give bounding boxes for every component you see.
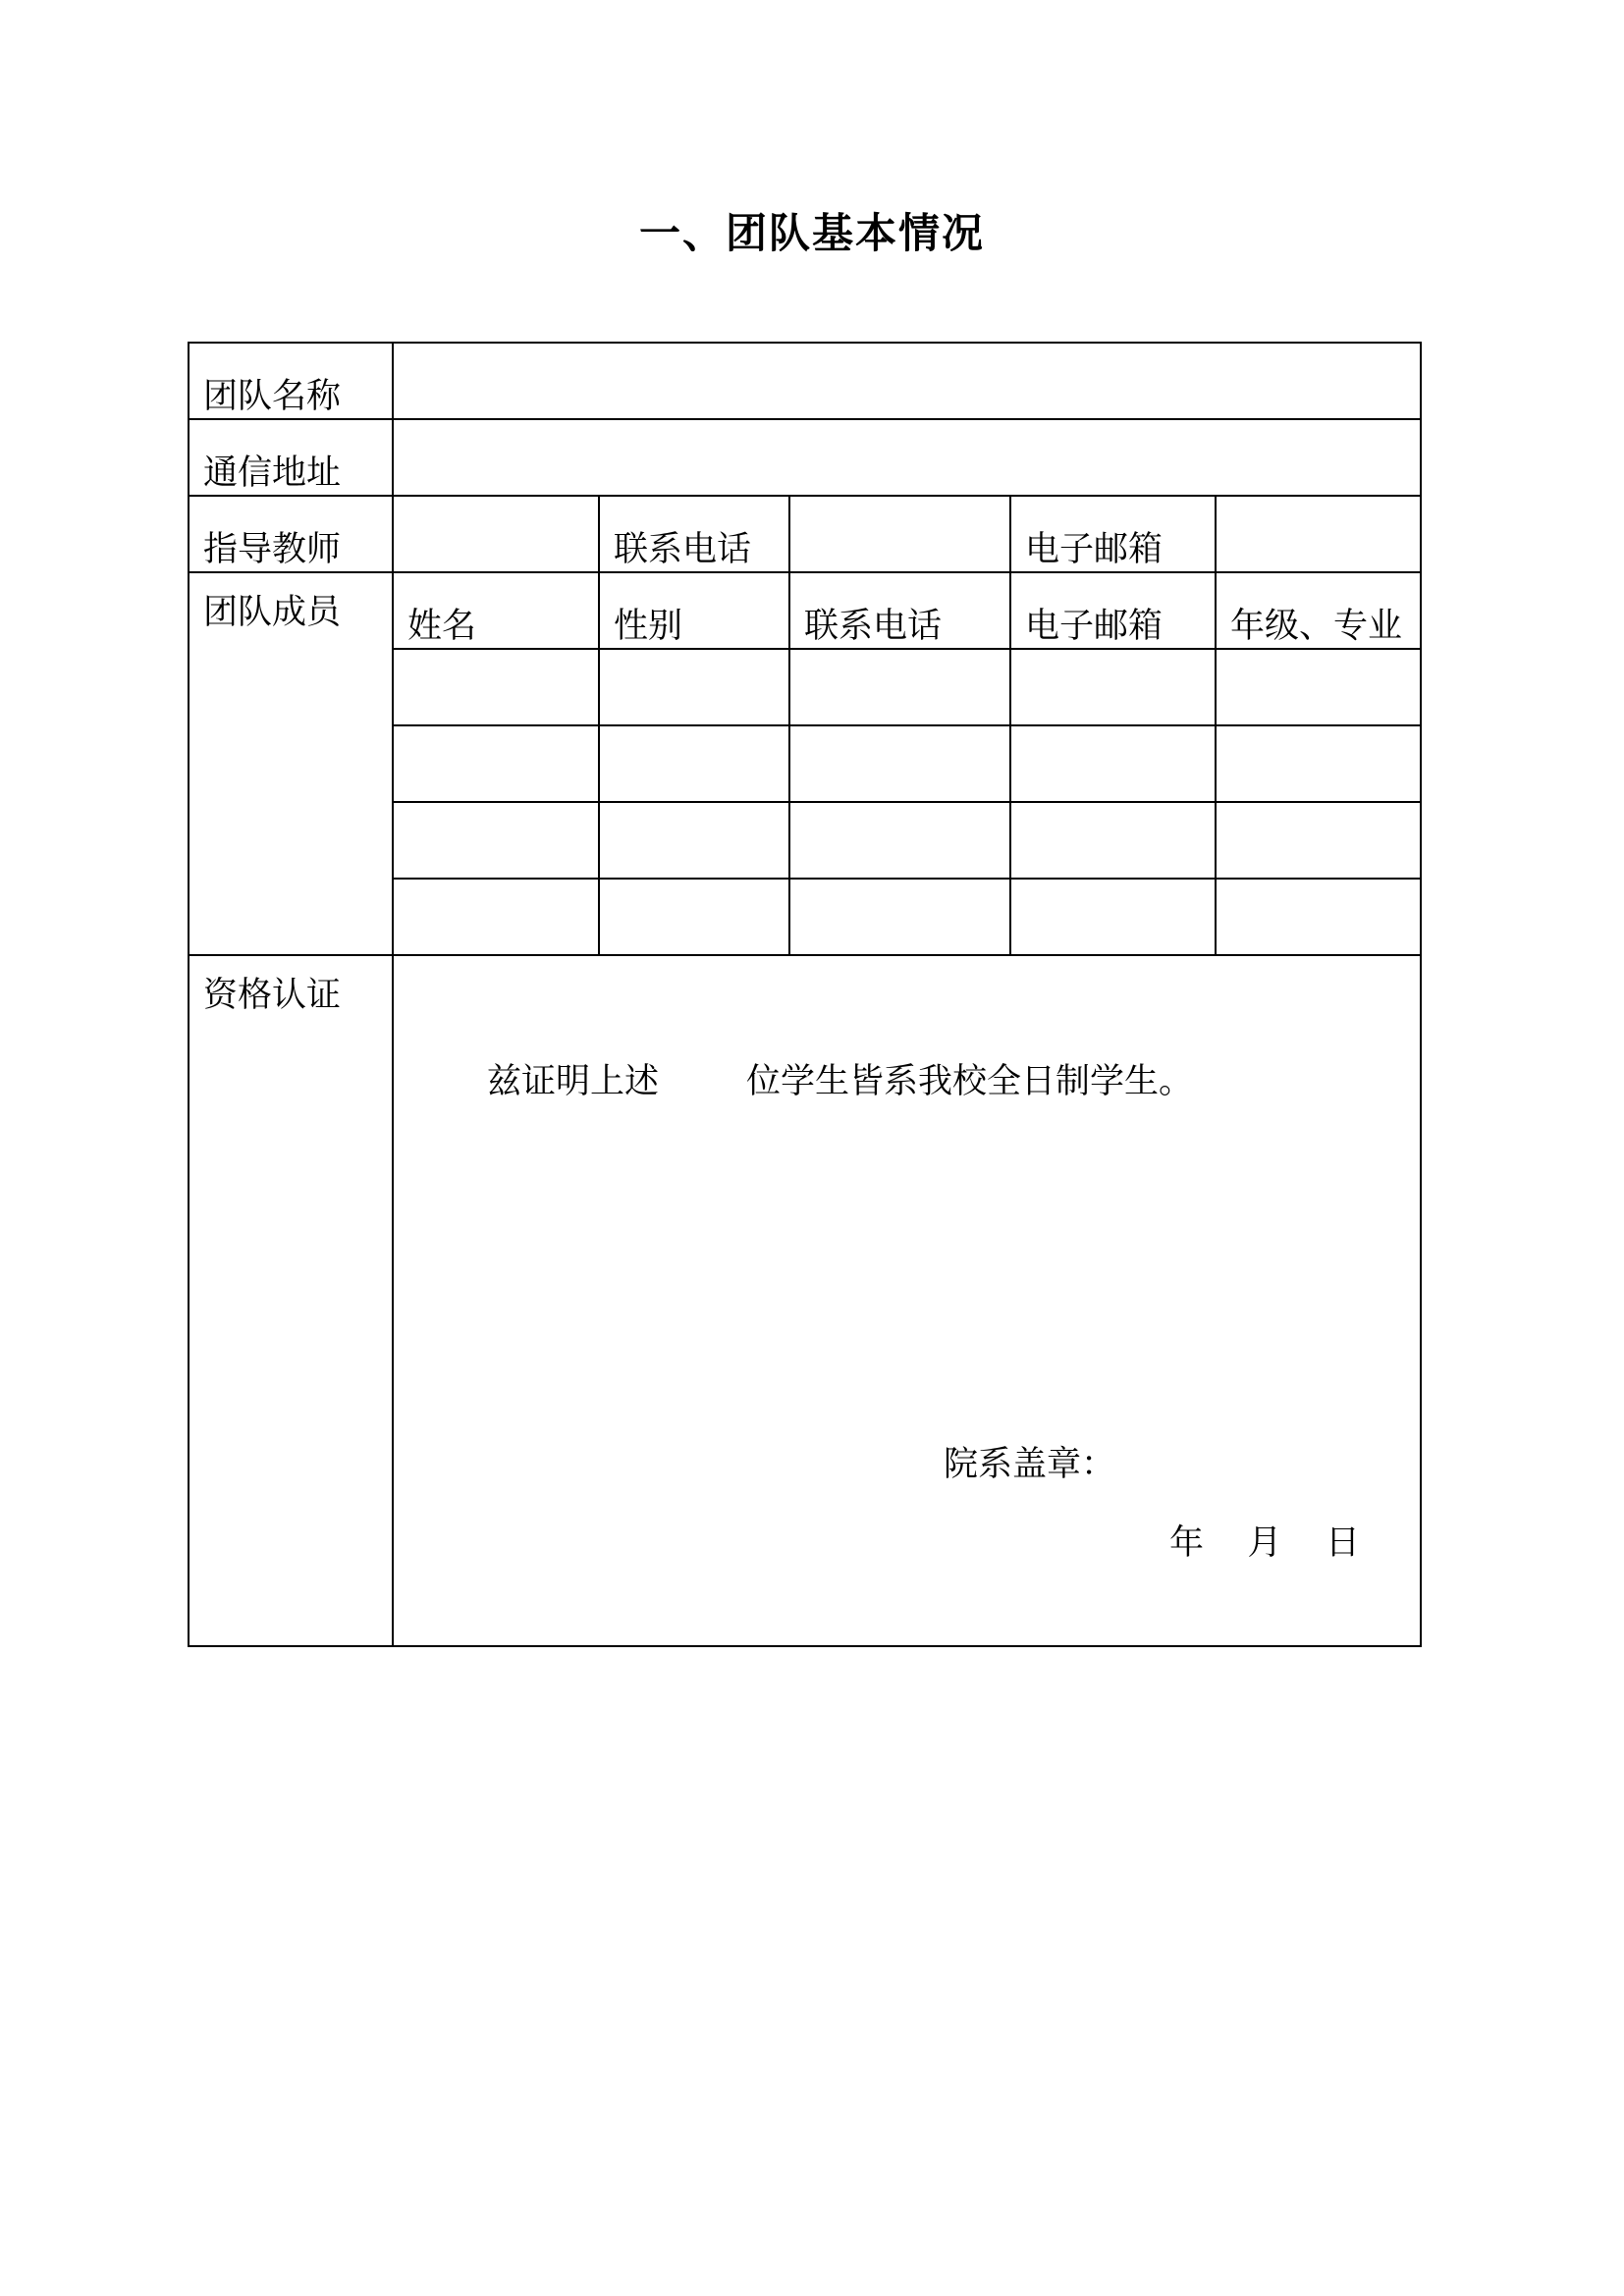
advisor-phone-label: 联系电话 [599,496,789,572]
page-title: 一、团队基本情况 [638,209,985,257]
member-phone-field[interactable] [789,725,1010,802]
member-header-gender: 性别 [599,572,789,649]
cert-label: 资格认证 [189,955,393,1646]
certification-row [189,955,1421,1646]
members-label: 团队成员 [189,572,393,955]
advisor-field[interactable] [393,496,599,572]
member-grade-major-field[interactable] [1216,879,1421,955]
advisor-row [189,496,1421,572]
address-row [189,419,1421,496]
member-name-field[interactable] [393,802,599,879]
members-header-row [189,572,1421,649]
member-name-field[interactable] [393,879,599,955]
member-name-field[interactable] [393,725,599,802]
member-header-grade-major: 年级、专业 [1216,572,1421,649]
member-gender-field[interactable] [599,649,789,725]
team-name-row [189,343,1421,419]
member-phone-field[interactable] [789,879,1010,955]
advisor-email-field[interactable] [1216,496,1421,572]
cert-stamp-label: 院系盖章： [944,1445,1116,1484]
member-email-field[interactable] [1010,725,1216,802]
member-email-field[interactable] [1010,802,1216,879]
address-label: 通信地址 [189,419,393,496]
member-phone-field[interactable] [789,802,1010,879]
cert-content-cell [393,955,1421,1646]
advisor-label: 指导教师 [189,496,393,572]
member-gender-field[interactable] [599,879,789,955]
address-field[interactable] [393,419,1421,496]
cert-statement: 兹证明上述 位学生皆系我校全日制学生。 [487,1062,1194,1101]
member-header-email: 电子邮箱 [1010,572,1216,649]
member-phone-field[interactable] [789,649,1010,725]
team-name-field[interactable] [393,343,1421,419]
member-header-name: 姓名 [393,572,599,649]
cert-date-line: 年 月 日 [1169,1523,1361,1563]
advisor-phone-field[interactable] [789,496,1010,572]
advisor-email-label: 电子邮箱 [1010,496,1216,572]
member-email-field[interactable] [1010,879,1216,955]
team-name-label: 团队名称 [189,343,393,419]
member-name-field[interactable] [393,649,599,725]
member-gender-field[interactable] [599,802,789,879]
member-header-phone: 联系电话 [789,572,1010,649]
member-gender-field[interactable] [599,725,789,802]
member-grade-major-field[interactable] [1216,802,1421,879]
member-grade-major-field[interactable] [1216,649,1421,725]
member-grade-major-field[interactable] [1216,725,1421,802]
team-info-table [188,342,1422,1647]
member-email-field[interactable] [1010,649,1216,725]
